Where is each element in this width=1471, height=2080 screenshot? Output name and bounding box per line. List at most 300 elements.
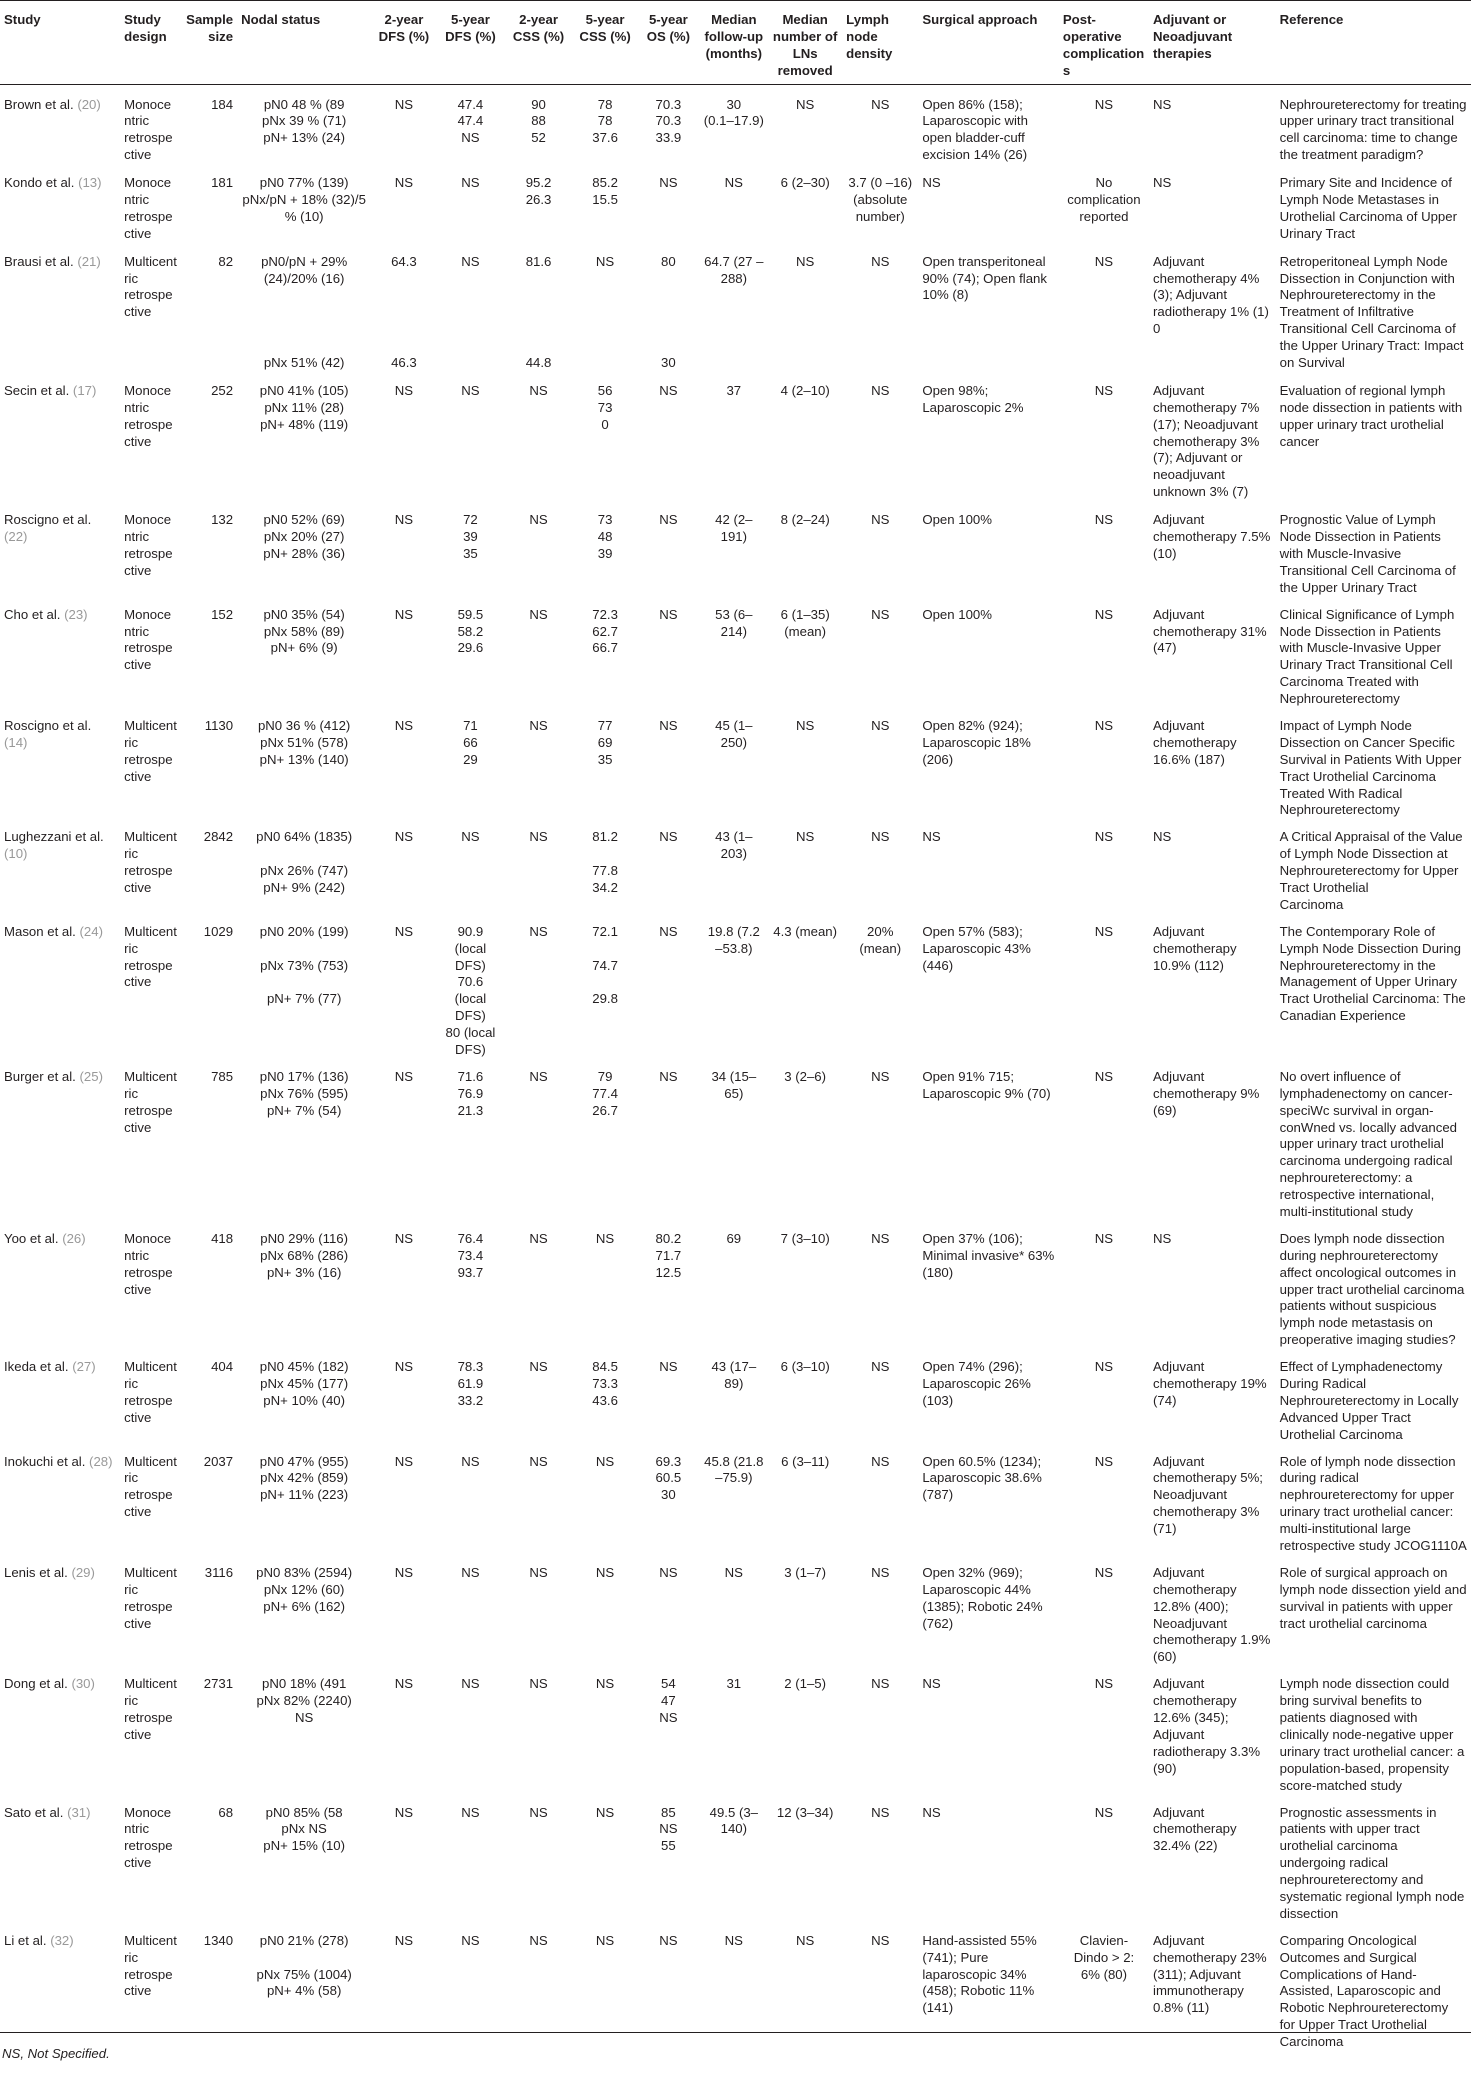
- median-follow-up: 31: [726, 1676, 742, 1692]
- table-row: [0, 1059, 1471, 1221]
- lymph-node-density: NS: [871, 829, 890, 845]
- adjuvant-neoadjuvant-therapies: Adjuvant chemotherapy 32.4% (22): [1153, 1804, 1237, 1854]
- median-lns-removed: 3 (2–6): [784, 1068, 827, 1084]
- css-5y: 81.2 77.8 34.2: [592, 829, 618, 895]
- dfs-5y: NS: [461, 1804, 480, 1820]
- table-row: [0, 1555, 1471, 1666]
- sample-size: 1340: [203, 1932, 234, 1948]
- median-follow-up: 19.8 (7.2 –53.8): [707, 923, 760, 956]
- median-lns-removed: 6 (1–35) (mean): [780, 606, 830, 639]
- sample-size: 3116: [204, 1564, 234, 1580]
- reference-title: Clinical Significance of Lymph Node Dissection in Patients with Muscle-Invasive Upper Urinary Tract Transitional Cell Carcinoma Treated with Nephroureterectomy: [1279, 606, 1455, 707]
- sample-size: 2037: [203, 1453, 234, 1469]
- sample-size: 2731: [203, 1676, 234, 1692]
- study-design: Monocentric retrospective: [124, 175, 173, 241]
- surgical-approach: Open 98%; Laparoscopic 2%: [922, 382, 1024, 415]
- dfs-2y: NS: [394, 717, 414, 733]
- citation-number[interactable]: (10): [4, 846, 28, 862]
- css-5y: 73 48 39: [597, 512, 613, 561]
- css-2y: NS: [529, 829, 548, 845]
- css-5y: NS: [595, 1804, 615, 1820]
- css-2y: NS: [529, 1453, 548, 1469]
- css-2y: NS: [529, 606, 548, 622]
- surgical-approach: Open 100%: [922, 512, 992, 528]
- study-author: Ikeda et al.: [4, 1359, 69, 1375]
- reference-title: Effect of Lymphadenectomy During Radical Nephroureterectomy in Locally Advanced Upper Tract Urothelial Carcinoma: [1279, 1359, 1459, 1442]
- study-design: Multicentric retrospective: [124, 829, 177, 895]
- surgical-approach: Open 60.5% (1234); Laparoscopic 38.6% (787): [922, 1453, 1042, 1503]
- table-row: [0, 243, 1471, 372]
- citation-number[interactable]: (17): [72, 382, 97, 398]
- study-author: Brausi et al.: [4, 253, 74, 269]
- study-name: [0, 914, 120, 1059]
- css-5y: NS: [595, 1564, 615, 1580]
- adjuvant-neoadjuvant-therapies: Adjuvant chemotherapy 12.8% (400); Neoadjuvant chemotherapy 1.9% (60): [1153, 1564, 1271, 1665]
- header-study: Study: [0, 1, 120, 85]
- os-5y: NS: [659, 175, 678, 191]
- lymph-node-density: NS: [871, 253, 890, 269]
- surgical-approach: NS: [922, 1804, 941, 1820]
- study-design: Monocentric retrospective: [124, 382, 173, 449]
- lymph-node-density: 20% (mean): [859, 923, 902, 956]
- nodal-status: pN0 77% (139) pNx/pN + 18% (32)/5 % (10): [242, 175, 366, 224]
- study-author: Mason et al.: [4, 923, 76, 939]
- surgical-approach: Open 86% (158); Laparoscopic with open bladder-cuff excision 14% (26): [922, 96, 1028, 163]
- header-lymph-node-density: Lymph node density: [842, 1, 918, 85]
- css-2y: NS: [529, 1564, 548, 1580]
- median-follow-up: 30 (0.1–17.9): [703, 96, 764, 129]
- median-lns-removed: NS: [795, 717, 815, 733]
- median-lns-removed: 3 (1–7): [784, 1564, 827, 1580]
- study-name: [0, 1221, 120, 1349]
- sample-size: 2842: [203, 829, 234, 845]
- study-author: Dong et al.: [4, 1676, 68, 1692]
- dfs-5y: 90.9 (local DFS) 70.6 (local DFS) 80 (local DFS): [445, 923, 496, 1057]
- reference-title: Evaluation of regional lymph node dissection in patients with upper urinary tract urothelial cancer: [1279, 382, 1463, 449]
- dfs-2y: NS: [394, 1676, 414, 1692]
- sample-size: 82: [218, 253, 234, 269]
- study-design: Monocentric retrospective: [124, 606, 173, 673]
- citation-number[interactable]: (27): [72, 1359, 96, 1375]
- nodal-status: pN0 29% (116) pNx 68% (286) pN+ 3% (16): [260, 1230, 349, 1280]
- citation-number[interactable]: (30): [71, 1676, 95, 1692]
- css-5y: 79 77.4 26.7: [592, 1068, 618, 1118]
- reference-title: Retroperitoneal Lymph Node Dissection in Conjunction with Nephroureterectomy in the Treatment of Infiltrative Transitional Cell Carcinoma of the Upper Urinary Tract: Impact on Survival: [1279, 253, 1464, 371]
- header-post-operative-complications: Post-operative complications: [1059, 1, 1149, 85]
- lymph-node-density: NS: [871, 1564, 890, 1580]
- post-operative-complications: NS: [1094, 717, 1114, 733]
- dfs-2y: NS: [394, 96, 414, 112]
- median-follow-up: 49.5 (3–140): [709, 1804, 759, 1837]
- sample-size: 132: [211, 512, 234, 528]
- study-author: Inokuchi et al.: [4, 1453, 86, 1469]
- study-author: Burger et al.: [4, 1068, 76, 1084]
- os-5y: 70.3 70.3 33.9: [655, 96, 682, 146]
- table-row: [0, 708, 1471, 819]
- study-design: Multicentric retrospective: [124, 1359, 177, 1425]
- table-row: [0, 819, 1471, 913]
- study-design: Multicentric retrospective: [124, 1564, 177, 1631]
- study-author: Sato et al.: [4, 1804, 64, 1820]
- table-row: [0, 1221, 1471, 1349]
- nodal-status: pN0 64% (1835) pNx 26% (747) pN+ 9% (242): [256, 829, 353, 895]
- dfs-5y: 78.3 61.9 33.2: [457, 1359, 484, 1408]
- os-5y: NS: [659, 382, 678, 398]
- median-follow-up: 42 (2–191): [715, 512, 753, 545]
- surgical-approach: NS: [922, 175, 941, 191]
- dfs-2y: NS: [394, 512, 414, 528]
- study-name: [0, 1059, 120, 1221]
- median-lns-removed: 8 (2–24): [780, 512, 830, 528]
- os-5y: NS: [659, 1932, 678, 1948]
- dfs-2y: NS: [394, 923, 414, 939]
- study-name: [0, 243, 120, 372]
- adjuvant-neoadjuvant-therapies: Adjuvant chemotherapy 7.5% (10): [1153, 512, 1271, 561]
- table-row: [0, 914, 1471, 1059]
- study-name: [0, 1555, 120, 1666]
- table-row: [0, 84, 1471, 164]
- surgical-approach: Open 74% (296); Laparoscopic 26% (103): [922, 1359, 1031, 1408]
- post-operative-complications: NS: [1094, 1564, 1114, 1580]
- post-operative-complications: Clavien-Dindo > 2: 6% (80): [1073, 1932, 1135, 1982]
- dfs-2y: NS: [394, 1359, 414, 1375]
- dfs-2y: NS: [394, 606, 414, 622]
- os-5y: NS: [659, 829, 678, 845]
- dfs-5y: NS: [461, 1932, 480, 1948]
- citation-number[interactable]: (24): [79, 923, 103, 939]
- citation-number[interactable]: (23): [64, 606, 88, 622]
- post-operative-complications: NS: [1094, 829, 1114, 845]
- css-2y: NS: [529, 1359, 548, 1375]
- reference-title: Lymph node dissection could bring survival benefits to patients diagnosed with clinically node-negative upper urinary tract urothelial cancer: a population-based, propensity score-matched study: [1279, 1676, 1465, 1793]
- nodal-status: pN0 20% (199) pNx 73% (753) pN+ 7% (77): [259, 923, 349, 1007]
- study-design: Multicentric retrospective: [124, 1676, 177, 1742]
- median-follow-up: 69: [726, 1230, 742, 1246]
- surgical-approach: Open 91% 715; Laparoscopic 9% (70): [922, 1068, 1051, 1101]
- dfs-2y: NS: [394, 1453, 414, 1469]
- study-author: Yoo et al.: [4, 1230, 59, 1246]
- footnote: NS, Not Specified.: [2, 2046, 110, 2061]
- table-body: [0, 84, 1471, 2051]
- nodal-status: pN0 45% (182) pNx 45% (177) pN+ 10% (40): [259, 1359, 349, 1408]
- os-5y: NS: [659, 1068, 678, 1084]
- header-5y-dfs: 5-year DFS (%): [437, 1, 505, 85]
- reference-title: Role of surgical approach on lymph node dissection yield and survival in patients with upper tract urothelial carcinoma: [1279, 1564, 1467, 1631]
- dfs-2y: NS: [394, 1932, 414, 1948]
- nodal-status: pN0 21% (278) pNx 75% (1004) pN+ 4% (58): [256, 1932, 352, 1999]
- dfs-2y: NS: [394, 175, 414, 191]
- study-name: [0, 597, 120, 708]
- table-row: [0, 597, 1471, 708]
- study-name: [0, 372, 120, 501]
- lymph-node-density: NS: [871, 1068, 890, 1084]
- median-follow-up: NS: [724, 1564, 743, 1580]
- os-5y: NS: [659, 1359, 678, 1375]
- study-author: Li et al.: [4, 1932, 47, 1948]
- css-5y: NS: [595, 253, 615, 269]
- post-operative-complications: NS: [1094, 512, 1114, 528]
- surgical-approach: NS: [922, 1676, 941, 1692]
- median-lns-removed: 6 (3–10): [780, 1359, 830, 1375]
- css-2y: NS: [529, 1068, 548, 1084]
- adjuvant-neoadjuvant-therapies: Adjuvant chemotherapy 5%; Neoadjuvant chemotherapy 3% (71): [1153, 1453, 1263, 1537]
- dfs-5y: NS: [461, 175, 480, 191]
- os-5y: NS: [659, 606, 678, 622]
- os-5y: NS: [659, 923, 678, 939]
- median-follow-up: 43 (17–89): [711, 1359, 757, 1392]
- citation-number[interactable]: (31): [67, 1804, 91, 1820]
- reference-title: Nephroureterectomy for treating upper urinary tract transitional cell carcinoma: time to change the treatment paradigm?: [1279, 96, 1467, 163]
- dfs-5y: 72 39 35: [463, 512, 478, 561]
- study-author: Brown et al.: [4, 96, 74, 112]
- dfs-5y: 71.6 76.9 21.3: [457, 1068, 484, 1118]
- study-name: [0, 1444, 120, 1555]
- css-2y: NS: [529, 1676, 548, 1692]
- lymph-node-density: 3.7 (0 –16) (absolute number): [848, 175, 913, 224]
- nodal-status: pN0 41% (105) pNx 11% (28) pN+ 48% (119): [259, 382, 349, 432]
- sample-size: 184: [211, 96, 234, 112]
- study-author: Kondo et al.: [4, 175, 75, 191]
- citation-number[interactable]: (32): [50, 1932, 74, 1948]
- css-2y: NS: [529, 512, 548, 528]
- citation-number[interactable]: (26): [62, 1230, 86, 1246]
- header-sample-size: Sample size: [181, 1, 237, 85]
- bottom-rule: [0, 2032, 1471, 2033]
- adjuvant-neoadjuvant-therapies: Adjuvant chemotherapy 23% (311); Adjuvant immunotherapy 0.8% (11): [1153, 1932, 1267, 2016]
- median-follow-up: 37: [726, 382, 742, 398]
- study-name: [0, 84, 120, 164]
- median-lns-removed: 7 (3–10): [780, 1230, 830, 1246]
- sample-size: 1029: [203, 923, 234, 939]
- css-2y: NS: [529, 1804, 548, 1820]
- lymph-node-density: NS: [871, 606, 890, 622]
- post-operative-complications: NS: [1094, 253, 1114, 269]
- dfs-5y: NS: [461, 382, 480, 398]
- css-5y: 78 78 37.6: [592, 96, 618, 146]
- surgical-approach: Open 82% (924); Laparoscopic 18% (206): [922, 717, 1031, 767]
- reference-title: Prognostic assessments in patients with upper tract urothelial carcinoma undergoing radical nephroureterectomy and systematic regional lymph node dissection: [1279, 1804, 1465, 1921]
- css-2y: NS: [529, 382, 548, 398]
- lymph-node-density: NS: [871, 1230, 890, 1246]
- reference-title: Comparing Oncological Outcomes and Surgical Complications of Hand- Assisted, Laparoscopic and Robotic Nephroureterectomy for Upper Tract Urothelial Carcinoma: [1279, 1932, 1449, 2050]
- citation-number[interactable]: (20): [77, 96, 101, 112]
- median-lns-removed: 4 (2–10): [780, 382, 830, 398]
- citation-number[interactable]: (29): [71, 1564, 95, 1580]
- table-row: [0, 1444, 1471, 1555]
- surgical-approach: Open 37% (106); Minimal invasive* 63% (180): [922, 1230, 1055, 1280]
- reference-title: Does lymph node dissection during nephroureterectomy affect oncological outcomes in upper tract urothelial carcinoma patients without suspicious lymph node metastasis on preoperative imaging studies?: [1279, 1230, 1465, 1348]
- dfs-2y: NS: [394, 382, 414, 398]
- dfs-2y: NS: [394, 1564, 414, 1580]
- median-lns-removed: NS: [795, 253, 815, 269]
- reference-title: A Critical Appraisal of the Value of Lymph Node Dissection at Nephroureterectomy for Upper Tract Urothelial Carcinoma: [1279, 829, 1463, 912]
- css-5y: NS: [595, 1932, 615, 1948]
- adjuvant-neoadjuvant-therapies: Adjuvant chemotherapy 7% (17); Neoadjuvant chemotherapy 3% (7); Adjuvant or neoadjuvant unknown 3% (7): [1153, 382, 1260, 500]
- header-2y-css: 2-year CSS (%): [504, 1, 573, 85]
- adjuvant-neoadjuvant-therapies: NS: [1153, 1230, 1172, 1246]
- nodal-status: pN0 48 % (89 pNx 39 % (71) pN+ 13% (24): [262, 96, 347, 146]
- nodal-status: pN0 85% (58 pNx NS pN+ 15% (10): [263, 1804, 346, 1854]
- post-operative-complications: NS: [1094, 1453, 1114, 1469]
- study-author: Roscigno et al.: [4, 717, 92, 733]
- header-nodal-status: Nodal status: [237, 1, 371, 85]
- study-name: [0, 708, 120, 819]
- study-design: Multicentric retrospective: [124, 1453, 177, 1520]
- dfs-5y: 47.4 47.4 NS: [457, 96, 484, 146]
- table-row: [0, 372, 1471, 501]
- header-2y-dfs: 2-year DFS (%): [371, 1, 436, 85]
- nodal-status: pN0 83% (2594) pNx 12% (60) pN+ 6% (162): [256, 1564, 353, 1614]
- study-design: Multicentric retrospective: [124, 253, 177, 320]
- nodal-status: pN0 47% (955) pNx 42% (859) pN+ 11% (223): [259, 1453, 349, 1503]
- median-lns-removed: NS: [795, 829, 815, 845]
- dfs-5y: NS: [461, 1564, 480, 1580]
- study-name: [0, 1666, 120, 1794]
- citation-number[interactable]: (22): [4, 529, 28, 545]
- table-row: [0, 501, 1471, 596]
- css-5y: 72.3 62.7 66.7: [592, 606, 618, 656]
- sample-size: 1130: [204, 717, 234, 733]
- table-row: [0, 1349, 1471, 1443]
- lymph-node-density: NS: [871, 1804, 890, 1820]
- post-operative-complications: NS: [1094, 606, 1114, 622]
- header-median-lns-removed: Median number of LNs removed: [768, 1, 842, 85]
- dfs-2y: NS: [394, 1068, 414, 1084]
- table-row: [0, 164, 1471, 243]
- css-5y: 84.5 73.3 43.6: [592, 1359, 618, 1408]
- study-name: [0, 1349, 120, 1443]
- citation-number[interactable]: (25): [79, 1068, 103, 1084]
- study-author: Lenis et al.: [4, 1564, 68, 1580]
- sample-size: 252: [211, 382, 234, 398]
- study-design: Monocentric retrospective: [124, 1230, 173, 1297]
- study-design: Multicentric retrospective: [124, 717, 177, 784]
- median-follow-up: NS: [724, 1932, 743, 1948]
- table-header-row: [0, 1, 1471, 85]
- adjuvant-neoadjuvant-therapies: Adjuvant chemotherapy 19% (74): [1153, 1359, 1267, 1408]
- median-lns-removed: 12 (3–34): [776, 1804, 834, 1820]
- nodal-status: pN0 18% (491 pNx 82% (2240) NS: [256, 1676, 352, 1726]
- sample-size: 68: [218, 1804, 234, 1820]
- reference-title: The Contemporary Role of Lymph Node Dissection During Nephroureterectomy in the Management of Upper Urinary Tract Urothelial Carcinoma: The Canadian Experience: [1279, 923, 1466, 1024]
- os-5y: 80 30: [661, 253, 676, 371]
- lymph-node-density: NS: [871, 717, 890, 733]
- median-follow-up: 45.8 (21.8 –75.9): [704, 1453, 764, 1486]
- reference-title: Prognostic Value of Lymph Node Dissection in Patients with Muscle-Invasive Transitional Cell Carcinoma of the Upper Urinary Tract: [1279, 512, 1456, 595]
- post-operative-complications: NS: [1094, 382, 1114, 398]
- citation-number[interactable]: (13): [78, 175, 102, 191]
- reference-title: Role of lymph node dissection during radical nephroureterectomy for upper urinary tract urothelial cancer: multi-institutional large retrospective study JCOG1110A: [1279, 1453, 1467, 1554]
- reference-title: Impact of Lymph Node Dissection on Cancer Specific Survival in Patients With Upper Tract Urothelial Carcinoma Treated With Radical Nephroureterectomy: [1279, 717, 1462, 818]
- header-median-follow-up: Median follow-up (months): [699, 1, 768, 85]
- surgical-approach: Open 32% (969); Laparoscopic 44% (1385); Robotic 24% (762): [922, 1564, 1043, 1631]
- adjuvant-neoadjuvant-therapies: Adjuvant chemotherapy 31% (47): [1153, 606, 1267, 656]
- nodal-status: pN0 36 % (412) pNx 51% (578) pN+ 13% (140): [257, 717, 351, 767]
- css-5y: 56 73 0: [597, 382, 613, 432]
- post-operative-complications: NS: [1094, 1068, 1114, 1084]
- os-5y: 54 47 NS: [659, 1676, 678, 1726]
- os-5y: 69.3 60.5 30: [655, 1453, 682, 1503]
- median-lns-removed: 6 (2–30): [780, 175, 830, 191]
- study-design: Monocentric retrospective: [124, 512, 173, 578]
- sample-size: 404: [211, 1359, 234, 1375]
- css-2y: 81.6 44.8: [525, 253, 552, 371]
- css-5y: 72.1 74.7 29.8: [592, 923, 618, 1007]
- surgical-approach: Hand-assisted 55% (741); Pure laparoscopic 34% (458); Robotic 11% (141): [922, 1932, 1037, 2016]
- adjuvant-neoadjuvant-therapies: NS: [1153, 829, 1172, 845]
- header-5y-os: 5-year OS (%): [637, 1, 699, 85]
- css-5y: 77 69 35: [597, 717, 613, 767]
- os-5y: 85 NS 55: [659, 1804, 678, 1854]
- nodal-status: pN0 52% (69) pNx 20% (27) pN+ 28% (36): [263, 512, 346, 561]
- header-reference: Reference: [1276, 1, 1471, 85]
- sample-size: 152: [211, 606, 234, 622]
- css-5y: 85.2 15.5: [592, 175, 618, 208]
- dfs-2y: NS: [394, 829, 414, 845]
- study-name: [0, 164, 120, 243]
- study-author: Lughezzani et al.: [4, 829, 104, 845]
- study-name: [0, 819, 120, 913]
- lymph-node-density: NS: [871, 1453, 890, 1469]
- header-study-design: Study design: [120, 1, 181, 85]
- median-lns-removed: NS: [795, 96, 815, 112]
- post-operative-complications: NS: [1094, 1230, 1114, 1246]
- citation-number[interactable]: (28): [89, 1453, 113, 1469]
- post-operative-complications: No complication reported: [1067, 175, 1141, 224]
- median-follow-up: NS: [724, 175, 743, 191]
- adjuvant-neoadjuvant-therapies: Adjuvant chemotherapy 9% (69): [1153, 1068, 1260, 1118]
- study-design: Monocentric retrospective: [124, 1804, 173, 1871]
- dfs-5y: NS: [461, 1676, 480, 1692]
- study-design: Monocentric retrospective: [124, 96, 173, 163]
- study-author: Secin et al.: [4, 382, 70, 398]
- dfs-5y: 71 66 29: [463, 717, 478, 767]
- adjuvant-neoadjuvant-therapies: Adjuvant chemotherapy 10.9% (112): [1153, 923, 1237, 973]
- study-name: [0, 501, 120, 596]
- css-2y: NS: [529, 1230, 548, 1246]
- lymph-node-density: NS: [871, 1359, 890, 1375]
- reference-title: No overt influence of lymphadenectomy on cancer-speciWc survival in organ-conWned vs. locally advanced upper urinary tract urothelial carcinoma undergoing radical nephroureterectomy: a retrospective international, multi-institutional study: [1279, 1068, 1458, 1219]
- median-lns-removed: 6 (3–11): [781, 1453, 830, 1469]
- css-2y: 90 88 52: [531, 96, 546, 146]
- post-operative-complications: NS: [1094, 1676, 1114, 1692]
- os-5y: NS: [659, 512, 678, 528]
- surgical-approach: Open 100%: [922, 606, 992, 622]
- citation-number[interactable]: (21): [77, 253, 101, 269]
- css-2y: NS: [529, 923, 548, 939]
- study-author: Roscigno et al.: [4, 512, 92, 528]
- post-operative-complications: NS: [1094, 923, 1114, 939]
- nodal-status: pN0/pN + 29% (24)/20% (16) pNx 51% (42): [261, 253, 348, 371]
- table-row: [0, 1795, 1471, 1923]
- css-2y: NS: [529, 1932, 548, 1948]
- lymph-node-density: NS: [871, 382, 890, 398]
- css-2y: NS: [529, 717, 548, 733]
- surgical-approach: Open 57% (583); Laparoscopic 43% (446): [922, 923, 1031, 973]
- median-lns-removed: 2 (1–5): [784, 1676, 827, 1692]
- adjuvant-neoadjuvant-therapies: NS: [1153, 96, 1172, 112]
- median-lns-removed: NS: [795, 1932, 815, 1948]
- citation-number[interactable]: (14): [4, 734, 28, 750]
- surgical-approach: Open transperitoneal 90% (74); Open flank 10% (8): [922, 253, 1047, 303]
- css-2y: 95.2 26.3: [525, 175, 552, 208]
- adjuvant-neoadjuvant-therapies: NS: [1153, 175, 1172, 191]
- study-design: Multicentric retrospective: [124, 923, 177, 990]
- lymph-node-density: NS: [871, 1676, 890, 1692]
- post-operative-complications: NS: [1094, 96, 1114, 112]
- median-follow-up: 43 (1–203): [715, 829, 753, 862]
- median-follow-up: 53 (6–214): [715, 606, 753, 639]
